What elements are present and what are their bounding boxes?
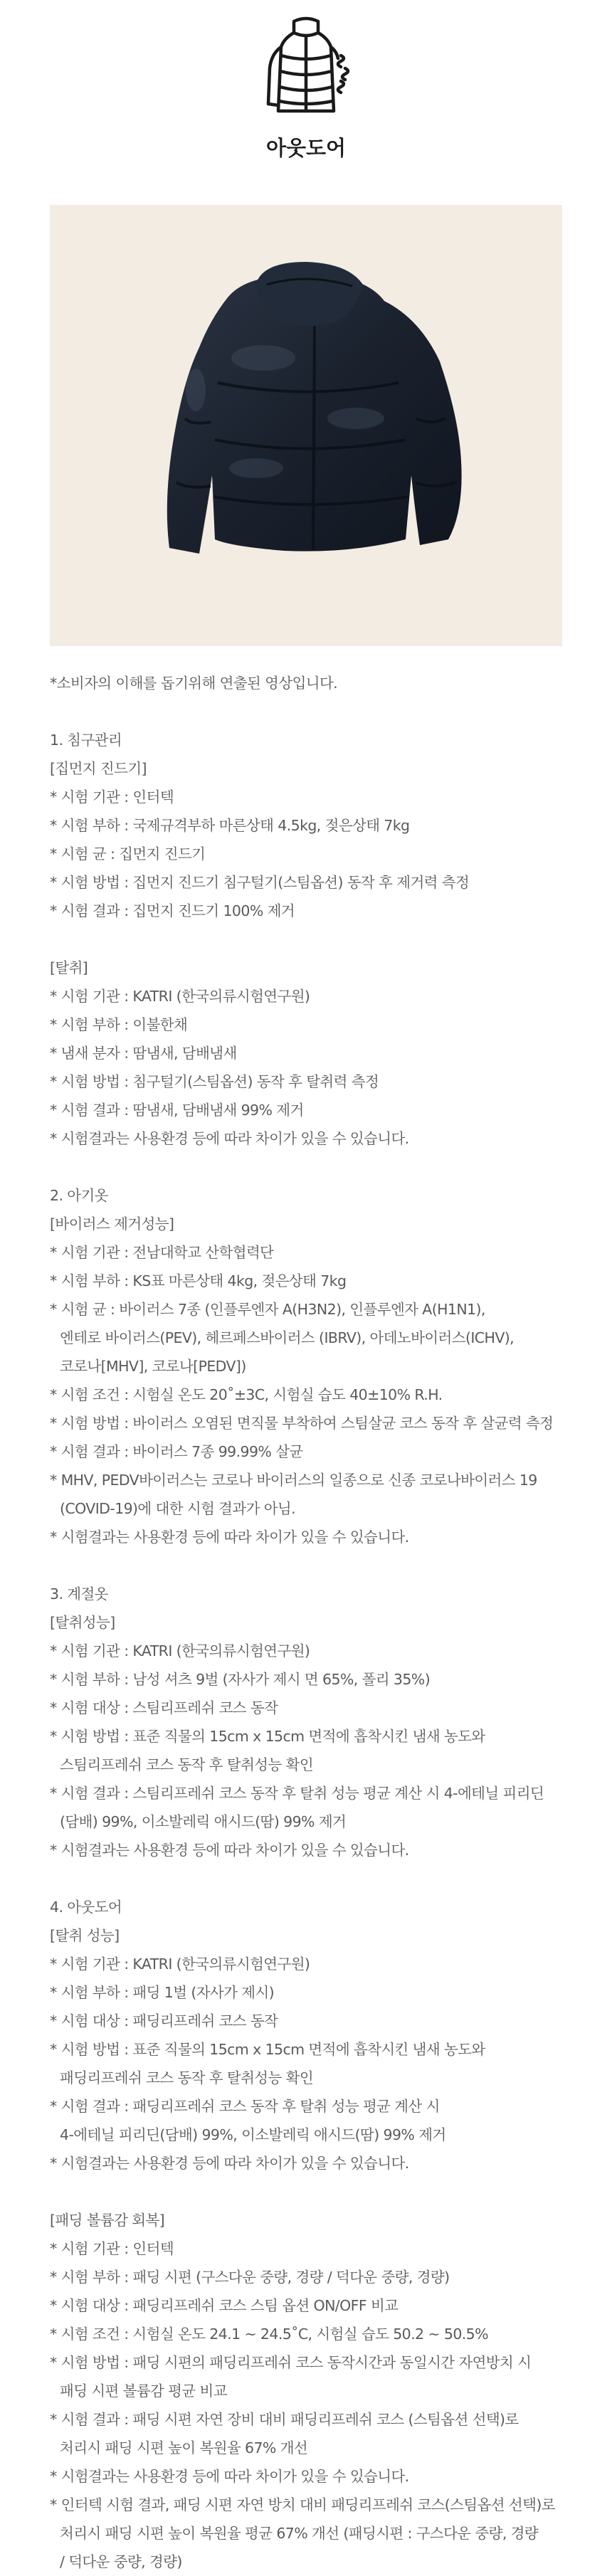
text-line: * 시험결과는 사용환경 등에 따라 차이가 있을 수 있습니다. bbox=[50, 1130, 409, 1147]
spacer bbox=[50, 1153, 591, 1181]
text-line: * 시험결과는 사용환경 등에 따라 차이가 있을 수 있습니다. bbox=[50, 1842, 409, 1859]
text-line: * 시험 부하 : 패딩 1벌 (자사가 제시) bbox=[50, 1984, 275, 2001]
jacket-icon bbox=[253, 11, 359, 118]
text-line: * 시험 방법 : 표준 직물의 15cm x 15cm 면적에 흡착시킨 냄새 농도와 bbox=[50, 1728, 485, 1745]
text-line: 4. 아웃도어 bbox=[50, 1899, 122, 1916]
text-line: 처리시 패딩 시편 높이 복원율 67% 개선 bbox=[60, 2439, 308, 2456]
text-line: * 시험 기관 : 인터텍 bbox=[50, 788, 174, 806]
text-line: * 시험 부하 : 패딩 시편 (구스다운 중량, 경량 / 덕다운 중량, 경량) bbox=[50, 2269, 450, 2286]
text-line: * 시험 대상 : 패딩리프레쉬 코스 동작 bbox=[50, 2012, 278, 2029]
text-line: * 시험 조건 : 시험실 온도 24.1 ~ 24.5˚C, 시험실 습도 50.2 ~ 50.5% bbox=[50, 2326, 489, 2343]
text-line: * 시험 방법 : 침구털기(스팀옵션) 동작 후 탈취력 측정 bbox=[50, 1073, 379, 1090]
text-line: (COVID-19)에 대한 시험 결과가 아님. bbox=[60, 1500, 296, 1517]
text-line: 엔테로 바이러스(PEV), 헤르페스바이러스 (IBRV), 아데노바이러스(ICHV), bbox=[60, 1329, 515, 1346]
text-line: * MHV, PEDV바이러스는 코로나 바이러스의 일종으로 신종 코로나바이러스 19 bbox=[50, 1472, 537, 1489]
text-line: (담배) 99%, 이소발레릭 애시드(땀) 99% 제거 bbox=[60, 1813, 347, 1830]
text-line: * 시험 방법 : 표준 직물의 15cm x 15cm 면적에 흡착시킨 냄새 농도와 bbox=[50, 2041, 485, 2058]
text-line: * 시험 부하 : 국제규격부하 마른상태 4.5kg, 젖은상태 7kg bbox=[50, 817, 410, 834]
text-line: 4-에테닐 피리딘(담배) 99%, 이소발레릭 애시드(땀) 99% 제거 bbox=[60, 2126, 446, 2143]
product-photo bbox=[50, 205, 562, 646]
text-line: 3. 계절옷 bbox=[50, 1585, 108, 1603]
page-title: 아웃도어 bbox=[265, 136, 347, 160]
text-line: * 시험 조건 : 시험실 온도 20˚±3C, 시험실 습도 40±10% R.H. bbox=[50, 1386, 443, 1403]
text-line: * 시험 방법 : 패딩 시편의 패딩리프레쉬 코스 동작시간과 동일시간 자연방치 시 bbox=[50, 2354, 532, 2371]
text-line: 1. 침구관리 bbox=[50, 732, 122, 749]
text-line: 패딩 시편 볼륨감 평균 비교 bbox=[60, 2382, 227, 2400]
spacer bbox=[50, 697, 591, 726]
text-line: * 시험결과는 사용환경 등에 따라 차이가 있을 수 있습니다. bbox=[50, 2155, 409, 2172]
spacer bbox=[50, 1551, 591, 1580]
text-line: * 시험 대상 : 스팀리프레쉬 코스 동작 bbox=[50, 1699, 278, 1716]
text-line: * 시험 결과 : 바이러스 7종 99.99% 살균 bbox=[50, 1443, 303, 1460]
text-line: * 시험 결과 : 스팀리프레쉬 코스 동작 후 탈취 성능 평균 계산 시 4-에테닐 피리딘 bbox=[50, 1785, 544, 1802]
text-line: * 시험 균 : 집먼지 진드기 bbox=[50, 845, 206, 862]
text-line: [탈취 성능] bbox=[50, 1927, 120, 1944]
text-line: * 시험 방법 : 집먼지 진드기 침구털기(스팀옵션) 동작 후 제거력 측정 bbox=[50, 874, 470, 891]
text-line: * 냄새 분자 : 땀냄새, 담배냄새 bbox=[50, 1045, 237, 1062]
text-line: * 시험결과는 사용환경 등에 따라 차이가 있을 수 있습니다. bbox=[50, 1529, 409, 1546]
text-line: * 인터텍 시험 결과, 패딩 시편 자연 방치 대비 패딩리프레쉬 코스(스팀옵션 선택)로 bbox=[50, 2496, 555, 2513]
text-line: * 시험결과는 사용환경 등에 따라 차이가 있을 수 있습니다. bbox=[50, 2468, 409, 2485]
test-results-text bbox=[50, 669, 591, 2576]
text-line: 패딩리프레쉬 코스 동작 후 탈취성능 확인 bbox=[60, 2069, 314, 2086]
text-line: * 시험 부하 : 이불한채 bbox=[50, 1016, 188, 1033]
text-line: * 시험 결과 : 집먼지 진드기 100% 제거 bbox=[50, 902, 295, 919]
text-line: * 시험 균 : 바이러스 7종 (인플루엔자 A(H3N2), 인플루엔자 A(H1N1), bbox=[50, 1301, 485, 1318]
text-line: 스팀리프레쉬 코스 동작 후 탈취성능 확인 bbox=[60, 1756, 314, 1773]
spacer bbox=[50, 925, 591, 954]
text-line: [집먼지 진드기] bbox=[50, 760, 147, 777]
page-header bbox=[0, 0, 612, 178]
text-line: * 시험 부하 : 남성 셔츠 9벌 (자사가 제시 면 65%, 폴리 35%) bbox=[50, 1671, 431, 1688]
text-line: * 시험 기관 : 전남대학교 산학협력단 bbox=[50, 1244, 274, 1261]
text-line: * 시험 방법 : 바이러스 오염된 면직물 부착하여 스팀살균 코스 동작 후 살균력 측정 bbox=[50, 1415, 554, 1432]
text-line: * 시험 기관 : KATRI (한국의류시험연구원) bbox=[50, 988, 310, 1005]
text-line: [탈취] bbox=[50, 959, 88, 976]
text-line: [탈취성능] bbox=[50, 1614, 115, 1631]
text-line: * 시험 기관 : KATRI (한국의류시험연구원) bbox=[50, 1955, 310, 1973]
text-line: * 시험 기관 : 인터텍 bbox=[50, 2240, 174, 2257]
text-line: / 덕다운 중량, 경량) bbox=[60, 2553, 182, 2570]
text-line: [패딩 볼륨감 회복] bbox=[50, 2212, 165, 2229]
text-line: * 시험 기관 : KATRI (한국의류시험연구원) bbox=[50, 1642, 310, 1659]
text-line: * 시험 부하 : KS표 마른상태 4kg, 젖은상태 7kg bbox=[50, 1272, 347, 1289]
text-line: * 시험 결과 : 패딩 시편 자연 장비 대비 패딩리프레쉬 코스 (스팀옵션 선택)로 bbox=[50, 2411, 519, 2428]
text-line: [바이러스 제거성능] bbox=[50, 1215, 174, 1232]
text-line: * 시험 결과 : 땀냄새, 담배냄새 99% 제거 bbox=[50, 1102, 304, 1119]
text-line: 처리시 패딩 시편 높이 복원율 평균 67% 개선 (패딩시편 : 구스다운 중량, 경량 bbox=[60, 2525, 539, 2542]
text-line: * 시험 결과 : 패딩리프레쉬 코스 동작 후 탈취 성능 평균 계산 시 bbox=[50, 2098, 440, 2115]
spacer bbox=[50, 2178, 591, 2206]
puffer-jacket-image bbox=[50, 205, 562, 646]
text-line: 코로나[MHV], 코로나[PEDV]) bbox=[60, 1358, 246, 1375]
text-line: * 시험 대상 : 패딩리프레쉬 코스 스팀 옵션 ON/OFF 비교 bbox=[50, 2297, 399, 2314]
text-line: *소비자의 이해를 돕기위해 연출된 영상입니다. bbox=[50, 675, 338, 692]
spacer bbox=[50, 1864, 591, 1893]
text-line: 2. 아기옷 bbox=[50, 1187, 108, 1204]
